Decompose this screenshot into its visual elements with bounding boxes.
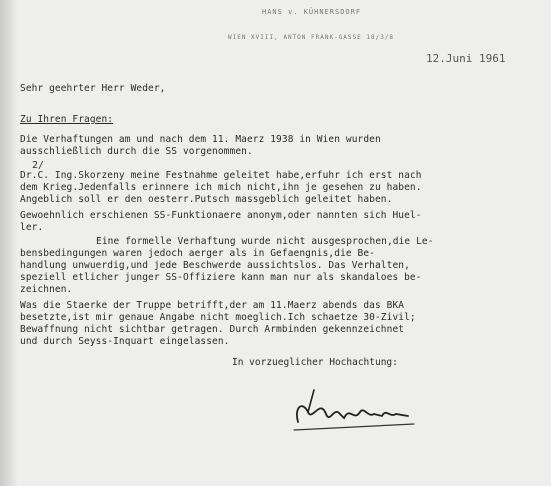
letterhead-name: HANS v. KÜHNERSDORF — [262, 8, 362, 16]
body-line: besetzte,ist mir genaue Angabe nicht moeglich.Ich schaetze 30-Zivil; — [20, 312, 416, 323]
letterhead-address: WIEN XVIII, ANTON FRANK-GASSE 18/3/8 — [228, 34, 395, 41]
body-line: ausschließlich durch die SS vorgenommen. — [20, 146, 253, 157]
closing: In vorzueglicher Hochachtung: — [232, 357, 398, 368]
margin-mark: 2/ — [32, 160, 45, 171]
body-line: Bewaffnung nicht sichtbar getragen. Durch Armbinden gekennzeichnet — [20, 324, 405, 335]
subject-heading: Zu Ihren Fragen: — [20, 114, 114, 125]
handwritten-signature — [290, 378, 420, 438]
body-line: Was die Staerke der Truppe betrifft,der am 11.Maerz abends das BKA — [20, 300, 405, 311]
body-line: Eine formelle Verhaftung wurde nicht ausgesprochen,die Le- — [96, 236, 434, 247]
scan-edge-shadow — [0, 0, 18, 486]
salutation: Sehr geehrter Herr Weder, — [20, 83, 166, 94]
body-line: zeichnen. — [20, 284, 73, 295]
body-line: Gewoehnlich erschienen SS-Funktionaere anonym,oder nannten sich Huel- — [20, 210, 422, 221]
body-line: speziell etlicher junger SS-Offiziere kann man nur als skandaloes be- — [20, 272, 422, 283]
body-line: handlung unwuerdig,und jede Beschwerde aussichtslos. Das Verhalten, — [20, 260, 410, 271]
body-line: und durch Seyss-Inquart eingelassen. — [20, 336, 230, 347]
letter-date: 12.Juni 1961 — [426, 52, 506, 65]
body-line: ler. — [20, 222, 44, 233]
body-line: bensbedingungen waren jedoch aerger als in Gefaengnis,die Be- — [20, 248, 375, 259]
body-line: dem Krieg.Jedenfalls erinnere ich mich nicht,ihn je gesehen zu haben. — [20, 182, 422, 193]
body-line: Angeblich soll er den oesterr.Putsch massgeblich geleitet haben. — [20, 194, 393, 205]
body-line: Dr.C. Ing.Skorzeny meine Festnahme geleitet habe,erfuhr ich erst nach — [20, 170, 422, 181]
body-line: Die Verhaftungen am und nach dem 11. Maerz 1938 in Wien wurden — [20, 134, 381, 145]
